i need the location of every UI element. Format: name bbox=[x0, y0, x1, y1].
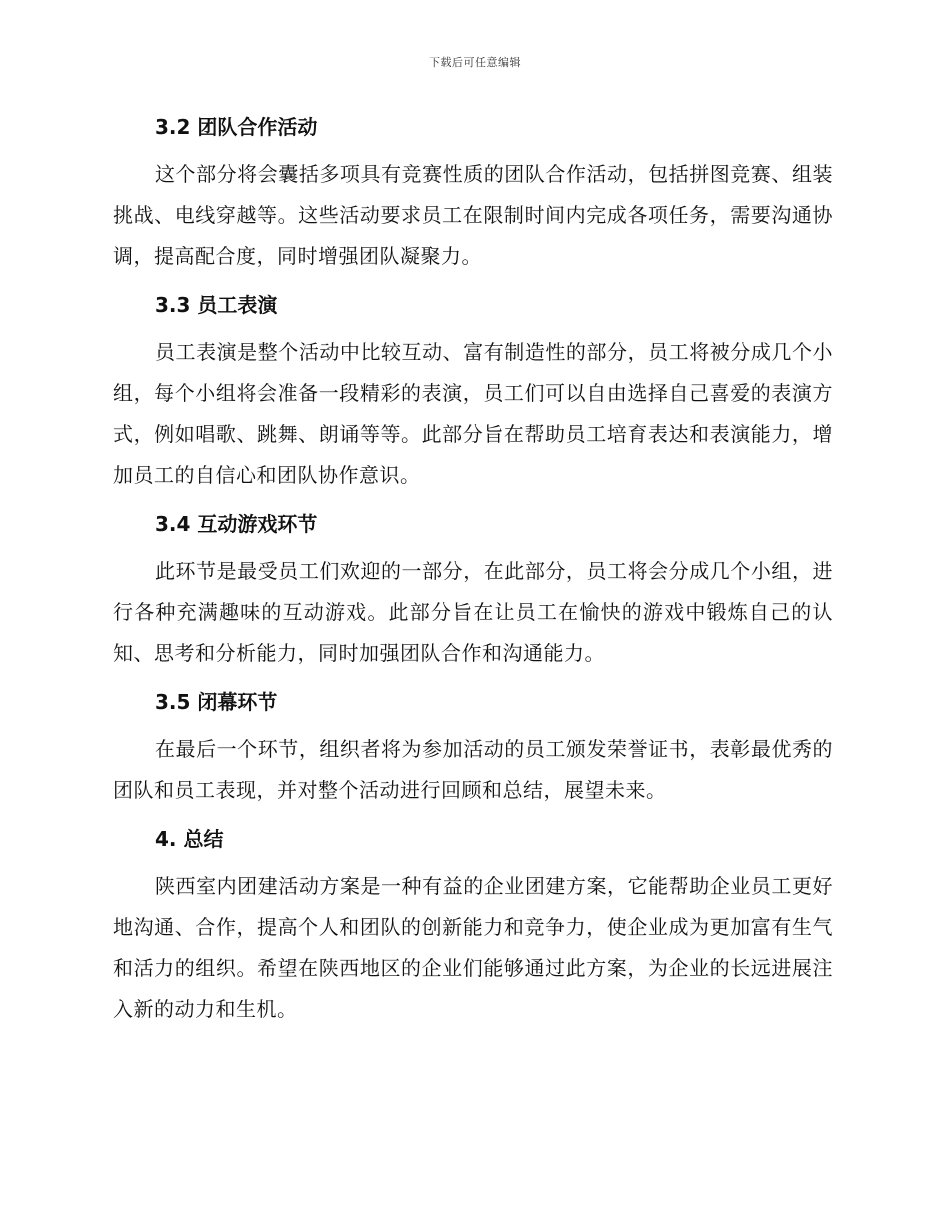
section-3-3 bbox=[113, 290, 833, 496]
section-heading: 4. 总结 bbox=[155, 827, 224, 851]
section-3-2 bbox=[113, 112, 833, 277]
section-paragraph: 这个部分将会囊括多项具有竞赛性质的团队合作活动，包括拼图竞赛、组装挑战、电线穿越等。这些活动要求员工在限制时间内完成各项任务，需要沟通协调，提高配合度，同时增强团队凝聚力。 bbox=[113, 162, 833, 268]
section-paragraph: 陕西室内团建活动方案是一种有益的企业团建方案，它能帮助企业员工更好地沟通、合作，提高个人和团队的创新能力和竞争力，使企业成为更加富有生气和活力的组织。希望在陕西地区的企业们能够通过此方案，为企业的长远进展注入新的动力和生机。 bbox=[113, 874, 833, 1021]
section-heading: 3.3 员工表演 bbox=[155, 293, 278, 317]
section-paragraph: 此环节是最受员工们欢迎的一部分，在此部分，员工将会分成几个小组，进行各种充满趣味的互动游戏。此部分旨在让员工在愉快的游戏中锻炼自己的认知、思考和分析能力，同时加强团队合作和沟通能力。 bbox=[113, 559, 833, 665]
section-paragraph: 员工表演是整个活动中比较互动、富有制造性的部分，员工将被分成几个小组，每个小组将会准备一段精彩的表演，员工们可以自由选择自己喜爱的表演方式，例如唱歌、跳舞、朗诵等等。此部分旨在帮助员工培育表达和表演能力，增加员工的自信心和团队协作意识。 bbox=[113, 340, 833, 487]
section-heading: 3.2 团队合作活动 bbox=[155, 115, 318, 139]
section-heading: 3.4 互动游戏环节 bbox=[155, 512, 318, 536]
page-header-note: 下载后可任意编辑 bbox=[429, 56, 521, 69]
section-4 bbox=[113, 824, 833, 1030]
section-3-4 bbox=[113, 509, 833, 674]
document-body bbox=[113, 112, 833, 1043]
section-heading: 3.5 闭幕环节 bbox=[155, 690, 278, 714]
section-paragraph: 在最后一个环节，组织者将为参加活动的员工颁发荣誉证书，表彰最优秀的团队和员工表现，并对整个活动进行回顾和总结，展望未来。 bbox=[113, 737, 833, 802]
section-3-5 bbox=[113, 687, 833, 811]
